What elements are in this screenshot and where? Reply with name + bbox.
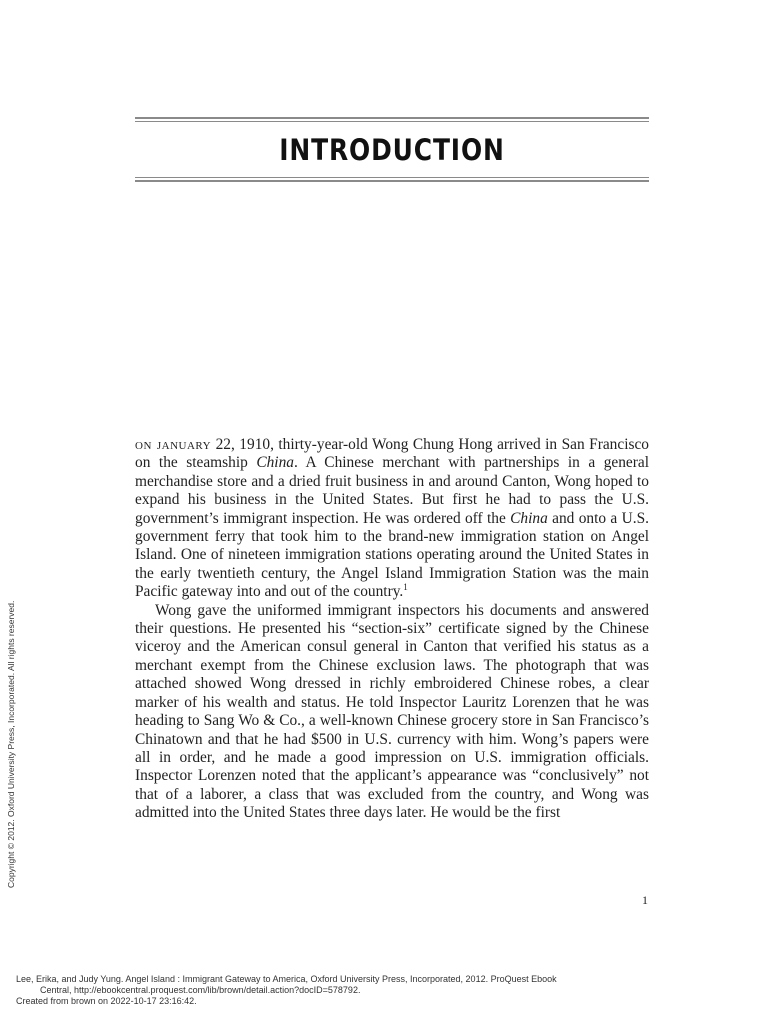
body-text [135, 436, 649, 823]
title-rule-top-inner [135, 121, 649, 122]
paragraph-1 [135, 436, 649, 602]
title-rule-top [135, 117, 649, 119]
title-rule-bottom-inner [135, 177, 649, 178]
paragraph-2: Wong gave the uniformed immigrant inspectors his documents and answered their questions. He presented his “section-six” certificate signed by the Chinese viceroy and the American consul general in Canton that verified his status as a merchant exempt from the Chinese exclusion laws. The photograph that was attached showed Wong dressed in richly embroidered Chinese robes, a clear marker of his wealth and status. He told Inspector Lauritz Lorenzen that he was heading to Sang Wo & Co., a well-known Chinese grocery store in San Francisco’s Chinatown and that he had $500 in U.S. currency with him. Wong’s papers were all in order, and he made a good impression on U.S. immigration officials. Inspector Lorenzen noted that the applicant’s appearance was “conclusively” not that of a laborer, a class that was excluded from the country, and Wong was admitted into the United States three days later. He would be the first [135, 601, 649, 822]
citation-url: Central, http://ebookcentral.proquest.com/lib/brown/detail.action?docID=578792. [40, 985, 361, 995]
paragraph-1-text-c: and onto a U.S. government ferry that took him to the brand-new immigration station on Angel Island. One of nineteen immigration stations operating around the United States in the early twentieth century, the Angel Island Immigration Station was the main Pacific gateway into and out of the country. [135, 509, 649, 601]
copyright-notice: Copyright © 2012. Oxford University Press, Incorporated. All rights reserved. [6, 600, 16, 888]
page-number: 1 [642, 893, 648, 907]
paragraph-1-text-a: 22, 1910, thirty-year-old Wong Chung Hong arrived in San Francisco on the steamship [135, 436, 649, 472]
paragraph-1-text-b: . A Chinese merchant with partnerships in a general merchandise store and a dried fruit business in and around Canton, Wong hoped to expand his business in the United States. But first he had to pass the U.S. government’s immigrant inspection. He was ordered off the [135, 454, 649, 527]
chapter-title: INTRODUCTION [279, 133, 505, 167]
ship-name: China [510, 509, 548, 527]
paragraph-lead-in: on january [135, 436, 212, 453]
citation-created: Created from brown on 2022-10-17 23:16:42. [16, 996, 197, 1006]
footnote-marker: 1 [403, 582, 408, 593]
title-rule-bottom [135, 180, 649, 182]
ship-name: China [256, 454, 294, 472]
citation-footer [16, 974, 756, 1007]
citation-line: Lee, Erika, and Judy Yung. Angel Island : Immigrant Gateway to America, Oxford University Press, Incorporated, 2012. ProQuest Ebook [16, 974, 557, 984]
